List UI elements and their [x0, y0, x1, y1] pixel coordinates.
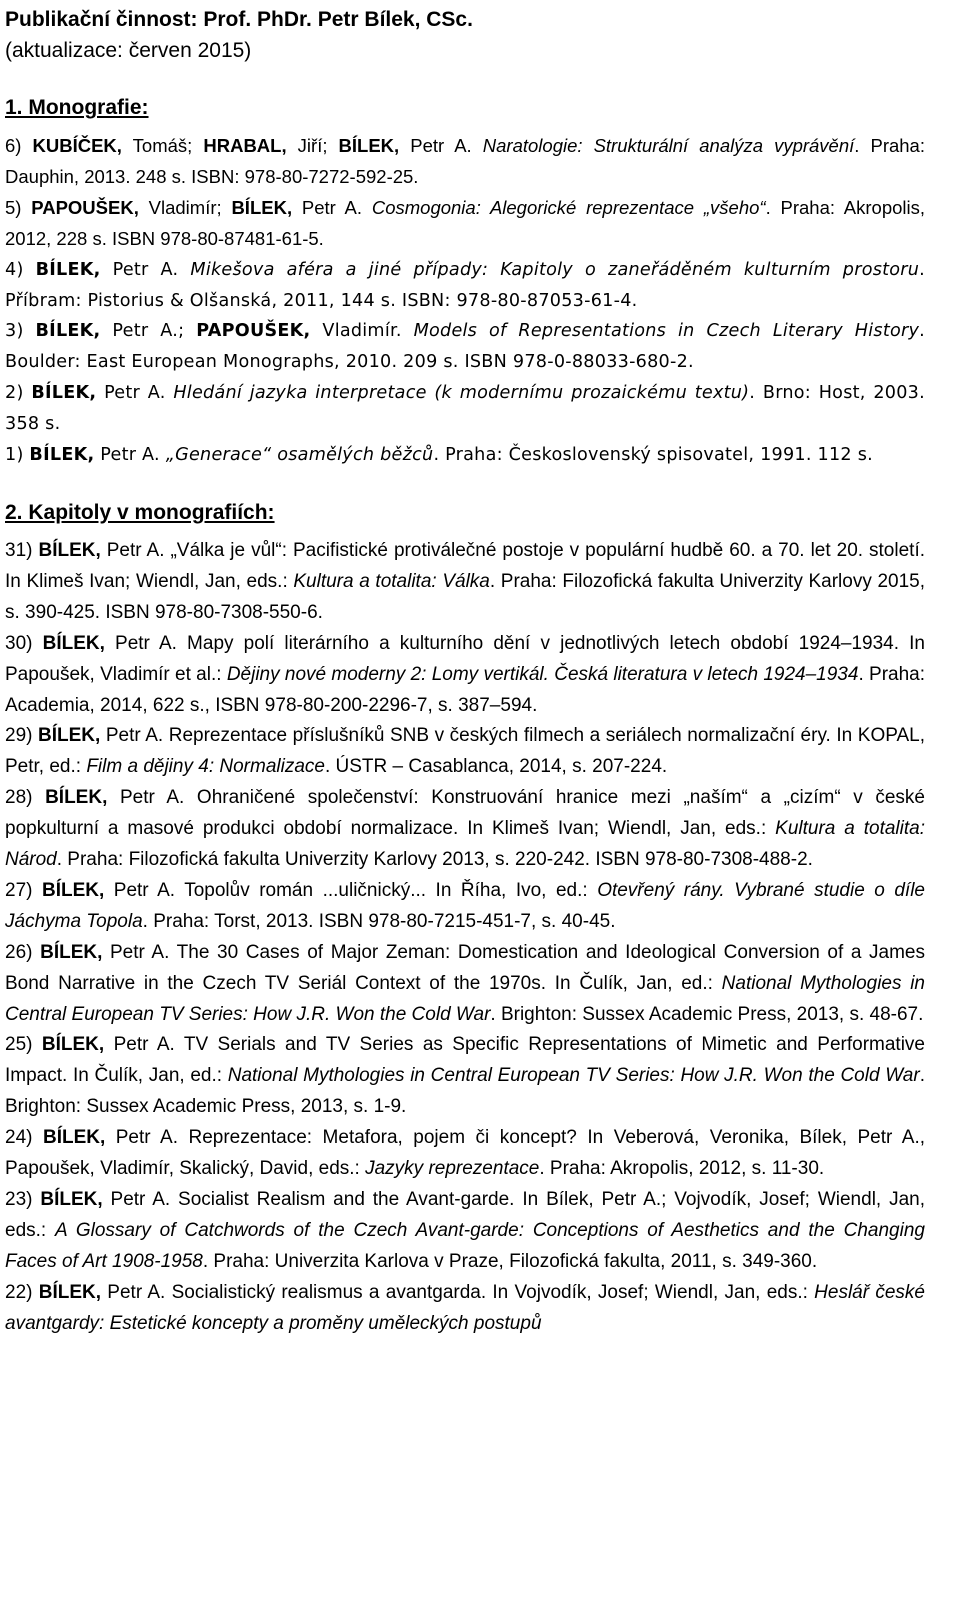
list-item: 31) BÍLEK, Petr A. „Válka je vůl“: Pacifistické protiválečné postoje v populární hudbě 60. a 70. let 20. století. In Klimeš Ivan; Wiendl, Jan, eds.: Kultura a totalita: Válka. Praha: Filozofická fakulta Univerzity Karlovy 2015, s. 390-425. ISBN 978-80-7308-550-6. [5, 539, 926, 623]
list-item: 6) KUBÍČEK, Tomáš; HRABAL, Jiří; BÍLEK, Petr A. Naratologie: Strukturální analýza vyprávění. Praha: Dauphin, 2013. 248 s. ISBN: 978-80-7272-592-25. [5, 135, 925, 187]
document-page [5, 4, 925, 1340]
monografie-list [5, 131, 925, 471]
list-item: 26) BÍLEK, Petr A. The 30 Cases of Major Zeman: Domestication and Ideological Conversion of a James Bond Narrative in the Czech TV Seriál Context of the 1970s. In Čulík, Jan, ed.: National Mythologies in Central European TV Series: How J.R. Won the Cold War. Brighton: Sussex Academic Press, 2013, s. 48-67. [5, 941, 925, 1025]
list-item: 4) BÍLEK, Petr A. Mikešova aféra a jiné případy: Kapitoly o zaneřáděném kulturním prostoru. Příbram: Pistorius & Olšanská, 2011, 144 s. ISBN: 978-80-87053-61-4. [5, 259, 926, 311]
list-item: 29) BÍLEK, Petr A. Reprezentace příslušníků SNB v českých filmech a seriálech normalizační éry. In KOPAL, Petr, ed.: Film a dějiny 4: Normalizace. ÚSTR – Casablanca, 2014, s. 207-224. [5, 725, 926, 778]
list-item: 5) PAPOUŠEK, Vladimír; BÍLEK, Petr A. Cosmogonia: Alegorické reprezentace „všeho“. Praha: Akropolis, 2012, 228 s. ISBN 978-80-87481-61-5. [5, 196, 926, 249]
list-item: 2) BÍLEK, Petr A. Hledání jazyka interpretace (k modernímu prozaickému textu). Brno: Host, 2003. 358 s. [5, 383, 925, 435]
list-item: 1) BÍLEK, Petr A. „Generace“ osamělých běžců. Praha: Československý spisovatel, 1991. 112 s. [5, 445, 873, 466]
list-item: 3) BÍLEK, Petr A.; PAPOUŠEK, Vladimír. Models of Representations in Czech Literary History. Boulder: East European Monographs, 2010. 209 s. ISBN 978-0-88033-680-2. [5, 321, 925, 373]
section-heading-kapitoly: 2. Kapitoly v monografiích: [5, 500, 275, 524]
list-item: 25) BÍLEK, Petr A. TV Serials and TV Series as Specific Representations of Mimetic and Performative Impact. In Čulík, Jan, ed.: National Mythologies in Central European TV Series: How J.R. Won the Cold War. Brighton: Sussex Academic Press, 2013, s. 1-9. [5, 1034, 926, 1118]
list-item: 22) BÍLEK, Petr A. Socialistický realismus a avantgarda. In Vojvodík, Josef; Wiendl, Jan, eds.: Heslář české avantgardy: Estetické koncepty a proměny uměleckých postupů [5, 1281, 925, 1334]
page-title: Publikační činnost: Prof. PhDr. Petr Bílek, CSc. [5, 8, 473, 31]
update-note: (aktualizace: červen 2015) [5, 39, 252, 62]
list-item: 27) BÍLEK, Petr A. Topolův román ...uličnický... In Říha, Ivo, ed.: Otevřený rány. Vybrané studie o díle Jáchyma Topola. Praha: Torst, 2013. ISBN 978-80-7215-451-7, s. 40-45. [5, 879, 925, 932]
list-item: 30) BÍLEK, Petr A. Mapy polí literárního a kulturního dění v jednotlivých letech období 1924–1934. In Papoušek, Vladimír et al.: Dějiny nové moderny 2: Lomy vertikál. Česká literatura v letech 1924–1934. Praha: Academia, 2014, 622 s., ISBN 978-80-200-2296-7, s. 387–594. [5, 632, 925, 716]
list-item: 28) BÍLEK, Petr A. Ohraničené společenství: Konstruování hranice mezi „naším“ a „cizím“ v české popkulturní a masové produkci období normalizace. In Klimeš Ivan; Wiendl, Jan, eds.: Kultura a totalita: Národ. Praha: Filozofická fakulta Univerzity Karlovy 2013, s. 220-242. ISBN 978-80-7308-488-2. [5, 787, 925, 871]
section-heading-monografie: 1. Monografie: [5, 96, 149, 119]
list-item: 23) BÍLEK, Petr A. Socialist Realism and the Avant-garde. In Bílek, Petr A.; Vojvodík, Josef; Wiendl, Jan, eds.: A Glossary of Catchwords of the Czech Avant-garde: Conceptions of Aesthetics and the Changing Faces of Art 1908-1958. Praha: Univerzita Karlova v Praze, Filozofická fakulta, 2011, s. 349-360. [5, 1189, 925, 1272]
kapitoly-list [5, 536, 925, 1340]
list-item: 24) BÍLEK, Petr A. Reprezentace: Metafora, pojem či koncept? In Veberová, Veronika, Bílek, Petr A., Papoušek, Vladimír, Skalický, David, eds.: Jazyky reprezentace. Praha: Akropolis, 2012, s. 11-30. [5, 1127, 926, 1180]
